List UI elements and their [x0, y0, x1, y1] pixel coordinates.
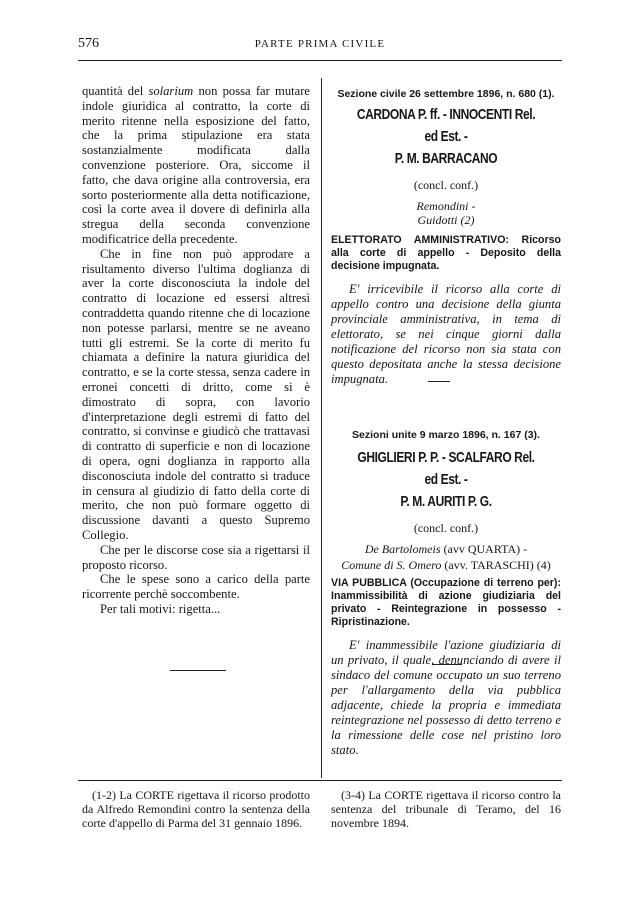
case1-massima-title: ELETTORATO AMMINISTRATIVO: Ricorso alla corte di appello - Deposito della decisione impugnata.	[331, 234, 561, 272]
left-paragraph-2: Che in fine non può approdare a risultamento diverso l'ultima doglianza di aver la corte disconosciuta la indole del contratto di locazione ed essersi altresì contraddetta quando ritenne che di locazione non potesse parlarsi, mentre se ne aveano tutti gli estremi. Se la corte di merito fu chiamata a definire la natura giuridica del contratto, e se la corte stessa, senza cadere in erronei concetti di dritto, come si è dimostrato di sopra, con lavorio d'interpretazione degli estremi di fatto del contratto, si convinse e giudicò che trattavasi di contratto di superficie e non di locazione di opera, ogni doglianza in rapporto alla disconosciuta indole del contratto si traduce in censura al giudizio di fatto della corte di merito, che non può formare oggetto di discussione davanti a questo Supremo Collegio.	[82, 246, 310, 542]
case1-conclusion: (concl. conf.)	[413, 178, 479, 192]
page-number: 576	[78, 36, 99, 51]
case1-litigant-1: Remondini -	[416, 199, 476, 213]
column-divider	[321, 78, 322, 778]
case-separator-rule	[428, 381, 450, 382]
footnote-right: (3-4) La CORTE rigettava il ricorso contro la sentenza del tribunale di Teramo, del 16 novembre 1894.	[331, 788, 561, 830]
case1-massima-text: E' irricevibile il ricorso alla corte di appello contro una decisione della giunta provinciale amministrativa, in tema di elettorato, se nei cinque giorni dalla notificazione del ricorso non sia stata con questo depositata anche la stessa decisione impugnata.	[331, 282, 561, 386]
case1-parties-line2: P. M. BARRACANO	[394, 150, 498, 167]
left-paragraph-3: Che per le discorse cose sia a rigettarsi il proposto ricorso.	[82, 542, 310, 572]
right-column	[331, 84, 561, 758]
left-paragraph-5: Per tali motivi: rigetta...	[100, 601, 221, 616]
case1-litigant-2: Guidotti (2)	[417, 213, 475, 227]
case2-litigant-a: De Bartolomeis (avv QUARTA) -	[364, 542, 528, 556]
case1-section: Sezione civile 26 settembre 1896, n. 680 (1).	[337, 88, 555, 100]
right-end-rule	[432, 664, 462, 665]
left-paragraph-1: quantità del solarium non possa far mutare indole giuridica al contratto, la corte di merito ritenne nella esposizione del fatto, che la prima stipulazione era stata sostanzialmente modificata dalla convenzione posteriore. Ora, siccome il fatto, che dava origine alla controversia, era sorto posteriormente alla detta notificazione, così la corte avea il dovere di definirla alla stregua della seconda convenzione modificatrice della precedente.	[82, 84, 311, 246]
case2-parties-line1: GHIGLIERI P. P. - SCALFARO Rel. ed Est. -	[357, 449, 535, 488]
running-header	[78, 36, 562, 58]
case2-conclusion: (concl. conf.)	[413, 521, 479, 535]
footnote-left: (1-2) La CORTE rigettava il ricorso prodotto da Alfredo Remondini contro la sentenza della corte d'appello di Parma del 31 gennaio 1896.	[82, 788, 310, 830]
case1-parties-line1: CARDONA P. ff. - INNOCENTI Rel. ed Est. -	[356, 106, 536, 145]
footnote-rule	[78, 780, 562, 781]
running-title: PARTE PRIMA CIVILE	[254, 38, 386, 50]
case2-massima-title: VIA PUBBLICA (Occupazione di terreno per): Inammissibilità di azione giudiziaria del privato - Reintegrazione in possesso - Ripristinazione.	[331, 577, 561, 628]
case2-section: Sezioni unite 9 marzo 1896, n. 167 (3).	[352, 429, 540, 441]
left-column	[82, 84, 310, 617]
header-rule	[78, 60, 562, 61]
case2-litigant-b: Comune di S. Omero (avv. TARASCHI) (4)	[341, 558, 551, 572]
case2-parties-line2: P. M. AURITI P. G.	[400, 493, 492, 510]
left-paragraph-4: Che le spese sono a carico della parte ricorrente perchè soccombente.	[82, 572, 310, 602]
left-end-rule	[170, 670, 226, 671]
case2-massima-text: E' inammessibile l'azione giudiziaria di un privato, il quale, denunciando di avere il sindaco del comune occupato un suo terreno per l'allargamento della via pubblica adjacente, chiede la propria e immediata reintegrazione nel possesso di detto terreno e la rimessione delle cose nel pristino loro stato.	[331, 638, 561, 757]
